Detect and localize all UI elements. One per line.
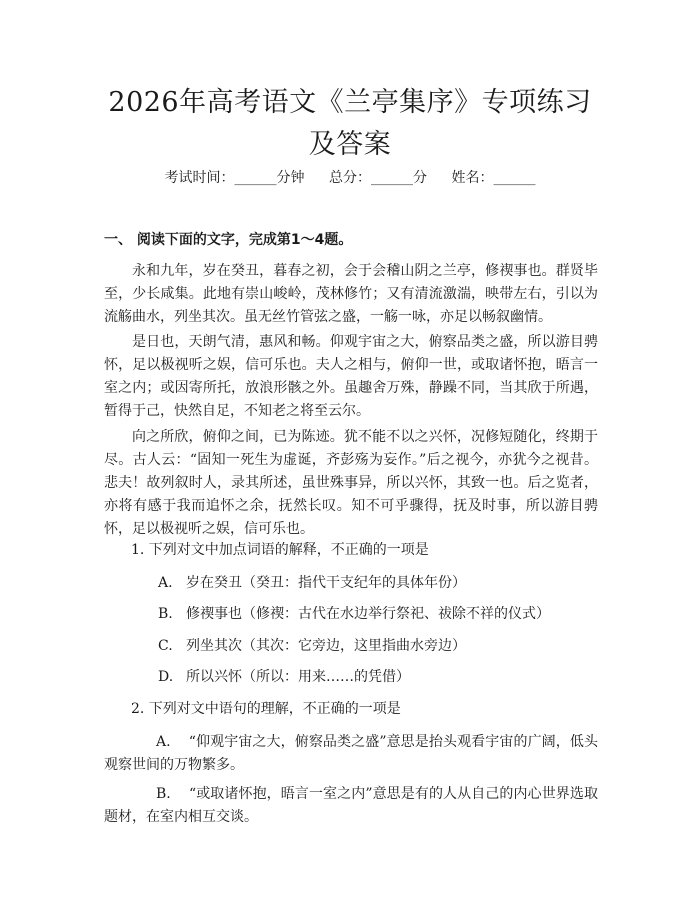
- option-text: “或取诸怀抱，晤言一室之内”意思是有的人从自己的内心世界选取题材，在室内相互交谈。: [104, 786, 598, 825]
- question-1-option-b: [158, 604, 550, 624]
- question-1-option-d: [158, 667, 410, 687]
- option-text: 修禊事也（修禊：古代在水边举行祭祀、祓除不祥的仪式）: [186, 606, 550, 622]
- option-letter: D.: [158, 669, 174, 685]
- option-letter: B.: [156, 786, 171, 802]
- question-1-stem: 1. 下列对文中加点词语的解释，不正确的一项是: [131, 542, 429, 558]
- document-title: 2026年高考语文《兰亭集序》专项练习及答案: [108, 87, 592, 160]
- passage-paragraph-3: 向之所欣，俯仰之间，已为陈迹。犹不能不以之兴怀，况修短随化，终期于尽。古人云：“固知一死生为虚诞，齐彭殇为妄作。”后之视今，亦犹今之视昔。悲夫！故列叙时人，录其所述，虽世殊事异，所以兴怀，其致一也。后之览者，亦将有感于我而追怀之余，抚然长叹。知不可乎骤得，抚及时事，所以游目骋怀，足以极视听之娱，信可乐也。: [104, 429, 598, 537]
- option-text: 列坐其次（其次：它旁边，这里指曲水旁边）: [186, 638, 466, 654]
- question-1-option-c: [158, 636, 466, 656]
- option-text: “仰观宇宙之大，俯察品类之盛”意思是抬头观看宇宙的广阔，低头观察世间的万物繁多。: [104, 734, 598, 773]
- option-letter: A.: [158, 575, 173, 591]
- question-2-option-a: [104, 731, 598, 777]
- question-2-option-b: [104, 783, 598, 829]
- exam-score: 总分：______分: [329, 170, 427, 186]
- option-letter: B.: [158, 606, 173, 622]
- question-2-stem: 2. 下列对文中语句的理解，不正确的一项是: [131, 701, 401, 717]
- passage-paragraph-1: 永和九年，岁在癸丑，暮春之初，会于会稽山阴之兰亭，修禊事也。群贤毕至，少长咸集。此地有崇山峻岭，茂林修竹；又有清流激湍，映带左右，引以为流觞曲水，列坐其次。虽无丝竹管弦之盛，一觞一咏，亦足以畅叙幽情。: [104, 263, 598, 325]
- option-letter: A.: [156, 734, 171, 750]
- question-1-option-a: [158, 573, 466, 593]
- student-name: 姓名：______: [451, 170, 536, 186]
- option-text: 所以兴怀（所以：用来……的凭借）: [186, 669, 410, 685]
- exam-time: 考试时间：______分钟: [164, 170, 305, 186]
- exam-info: [0, 168, 700, 188]
- option-letter: C.: [158, 638, 173, 654]
- option-text: 岁在癸丑（癸丑：指代干支纪年的具体年份）: [186, 575, 466, 591]
- passage-paragraph-2: 是日也，天朗气清，惠风和畅。仰观宇宙之大，俯察品类之盛，所以游目骋怀，足以极视听之娱，信可乐也。夫人之相与，俯仰一世，或取诸怀抱，晤言一室之内；或因寄所托，放浪形骸之外。虽趣舍万殊，静躁不同，当其欣于所遇，暂得于己，快然自足，不知老之将至云尔。: [104, 334, 598, 419]
- section-heading: 一、 阅读下面的文字，完成第1～4题。: [104, 232, 353, 248]
